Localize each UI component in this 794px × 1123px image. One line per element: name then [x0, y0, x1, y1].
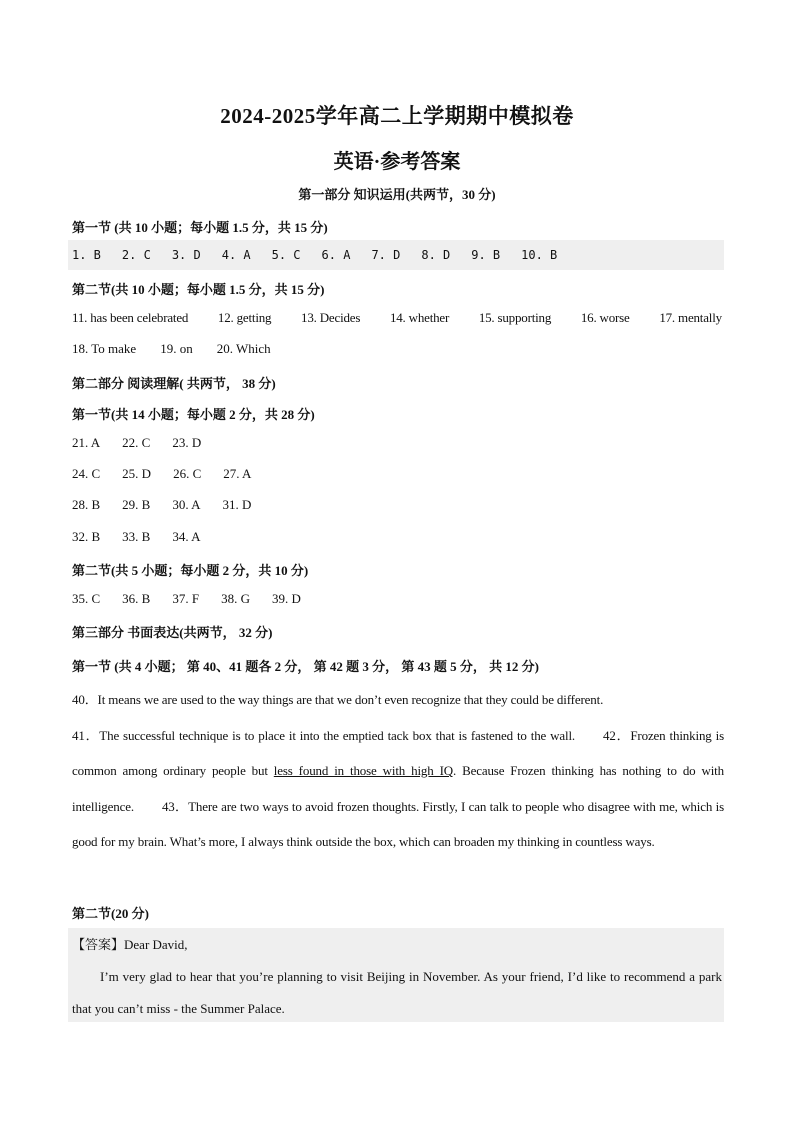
answer-item: 14. whether	[389, 310, 450, 325]
answer-item: 38. G	[221, 591, 250, 606]
answer-item: 5. C	[271, 248, 301, 262]
answer-item: 24. C	[72, 466, 101, 481]
answer-item: 18. To make	[72, 341, 137, 356]
part2-section2-heading: 第二节(共 5 小题；每小题 2 分，共 10 分)	[72, 563, 309, 578]
answer-item: 35. C	[72, 591, 101, 606]
part3-section2-heading: 第二节(20 分)	[72, 906, 149, 921]
part3-answers-paragraph	[72, 682, 724, 860]
answer-43: 43．There are two ways to avoid frozen thoughts. Firstly, I can talk to people who disagree with me, which is good for my brain. What’s more, I always think outside the box, which can broaden my thinking in countless ways.	[72, 798, 724, 849]
answer-item: 1. B	[72, 248, 101, 262]
answer-42-end: . Because Frozen thinking has nothing to do with intelligence.	[72, 763, 724, 814]
answer-40: 40．It means we are used to the way things are that we don’t even recognize that they could be different.	[72, 692, 604, 707]
answer-item: 39. D	[271, 591, 301, 606]
answer-item: 22. C	[122, 435, 151, 450]
answer-item: 36. B	[122, 591, 151, 606]
essay-answer	[72, 929, 722, 1025]
part1-section2-heading: 第二节(共 10 小题；每小题 1.5 分，共 15 分)	[72, 282, 325, 297]
essay-greeting: Dear David,	[124, 937, 188, 952]
part2-answers-row	[72, 466, 273, 482]
part1-section2-answers-line1	[72, 310, 722, 326]
answer-item: 26. C	[173, 466, 202, 481]
answer-item: 4. A	[221, 248, 251, 262]
answer-item: 16. worse	[580, 310, 630, 325]
answer-42-underlined: less found in those with high IQ	[273, 763, 454, 778]
answer-item: 33. B	[122, 529, 151, 544]
answer-item: 19. on	[160, 341, 193, 356]
part2-section2-answers	[72, 591, 323, 607]
part3-title: 第三部分 书面表达(共两节， 32 分)	[72, 625, 273, 640]
answer-item: 25. D	[122, 466, 152, 481]
answer-item: 30. A	[172, 497, 201, 512]
answer-label: 【答案】	[72, 937, 125, 952]
part2-answers-row	[72, 497, 273, 513]
answer-item: 8. D	[421, 248, 451, 262]
answer-item: 10. B	[521, 248, 558, 262]
part2-section1-heading: 第一节(共 14 小题；每小题 2 分，共 28 分)	[72, 407, 315, 422]
answer-item: 9. B	[471, 248, 501, 262]
answer-item: 17. mentally	[659, 310, 722, 325]
answer-item: 20. Which	[216, 341, 271, 356]
answer-item: 34. A	[172, 529, 201, 544]
answer-item: 2. C	[121, 248, 151, 262]
answer-41: 41．The successful technique is to place it into the emptied tack box that is fastened to the wall.	[72, 727, 576, 743]
answer-item: 21. A	[72, 435, 101, 450]
page-subtitle: 英语·参考答案	[333, 151, 461, 173]
answer-42-start: 42．Frozen thinking is common among ordinary people but	[72, 727, 724, 778]
answer-item: 15. supporting	[478, 310, 552, 325]
part1-title: 第一部分 知识运用(共两节，30 分)	[298, 187, 496, 202]
essay-body: I’m very glad to hear that you’re planning to visit Beijing in November. As your friend, I’d like to recommend a park that you can’t miss - the Summer Palace.	[72, 969, 722, 1016]
page-title: 2024-2025学年高二上学期期中模拟卷	[220, 104, 574, 128]
answer-item: 28. B	[72, 497, 101, 512]
answer-item: 27. A	[223, 466, 252, 481]
part2-answers-row	[72, 435, 223, 451]
answer-item: 12. getting	[217, 310, 272, 325]
part1-section1-heading: 第一节 (共 10 小题；每小题 1.5 分，共 15 分)	[72, 220, 328, 235]
answer-item: 6. A	[321, 248, 351, 262]
part3-section1-heading: 第一节 (共 4 小题； 第 40、41 题各 2 分， 第 42 题 3 分， 第 43 题 5 分， 共 12 分)	[72, 659, 539, 674]
answer-item: 29. B	[122, 497, 151, 512]
part1-section2-answers-line2	[72, 341, 295, 357]
answer-item: 37. F	[172, 591, 200, 606]
answer-item: 32. B	[72, 529, 101, 544]
part2-title: 第二部分 阅读理解( 共两节， 38 分)	[72, 376, 276, 391]
answer-item: 3. D	[171, 248, 201, 262]
answer-item: 31. D	[222, 497, 252, 512]
answers-41-43	[72, 718, 724, 860]
part1-section1-answers	[72, 248, 557, 262]
part2-answers-row	[72, 529, 223, 545]
answer-item: 13. Decides	[301, 310, 361, 325]
answer-item: 11. has been celebrated	[72, 310, 189, 325]
answer-item: 23. D	[172, 435, 202, 450]
answer-item: 7. D	[371, 248, 401, 262]
